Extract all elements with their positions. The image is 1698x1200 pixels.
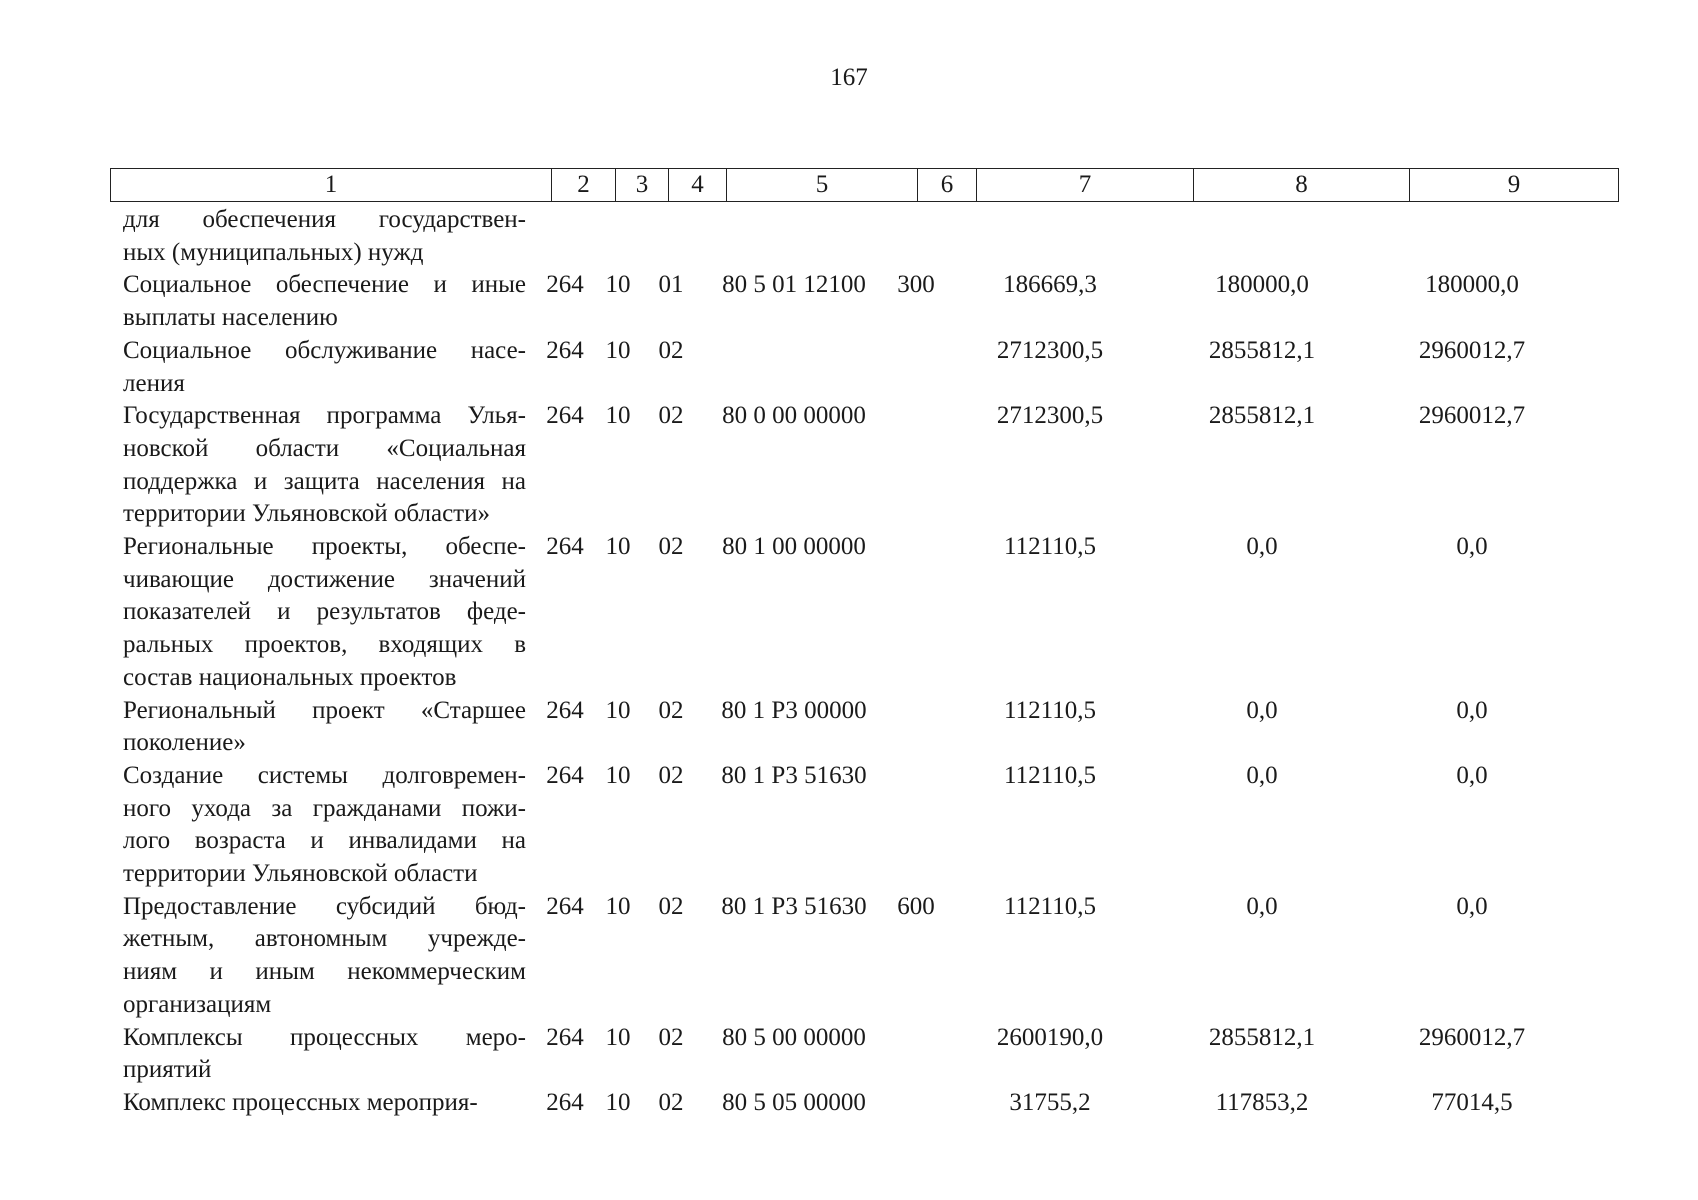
- row-name-line: ления: [123, 369, 185, 397]
- col-4-value: 02: [658, 402, 684, 430]
- col-9-value: 0,0: [1456, 696, 1488, 724]
- col-8-value: 2855812,1: [1208, 1023, 1316, 1051]
- col-3-value: 10: [605, 533, 631, 561]
- col-8-value: 0,0: [1246, 696, 1278, 724]
- col-2-value: 264: [546, 336, 584, 364]
- col-5-value: 80 1 Р3 51630: [721, 761, 867, 789]
- row-name-line: приятий: [123, 1056, 212, 1084]
- col-4-value: 02: [658, 1023, 684, 1051]
- col-9-value: 0,0: [1456, 533, 1488, 561]
- row-name-line: Социальное обеспечение и иные: [123, 271, 526, 299]
- table-row: [110, 400, 1590, 531]
- row-name: [110, 204, 530, 269]
- row-name-line: Предоставление субсидий бюд-: [123, 892, 526, 920]
- row-name-line: Комплексы процессных меро-: [123, 1023, 526, 1051]
- col-2-value: 264: [546, 1088, 584, 1116]
- col-7-value: 186669,3: [1003, 271, 1097, 299]
- row-name: [110, 1022, 530, 1087]
- row-name: [110, 400, 530, 531]
- row-name: [110, 531, 530, 695]
- col-4-value: 02: [658, 696, 684, 724]
- table-row: [110, 335, 1590, 400]
- col-5-value: 80 5 01 12100: [722, 271, 866, 299]
- col-7-value: 2712300,5: [996, 336, 1104, 364]
- col-5-value: 80 5 05 00000: [722, 1088, 866, 1116]
- row-name-line: жетным, автономным учрежде-: [123, 925, 526, 953]
- column-header-3: 3: [616, 169, 669, 202]
- col-2-value: 264: [546, 1023, 584, 1051]
- row-name-line: Региональные проекты, обеспе-: [123, 533, 526, 561]
- row-name-line: Региональный проект «Старшее: [123, 696, 526, 724]
- col-5-value: 80 1 Р3 00000: [721, 696, 867, 724]
- col-3-value: 10: [605, 336, 631, 364]
- row-name-line: поддержка и защита населения на: [123, 467, 526, 495]
- row-name-line: поколение»: [123, 729, 246, 757]
- row-name-line: новской области «Социальная: [123, 434, 526, 462]
- col-3-value: 10: [605, 1023, 631, 1051]
- budget-table-body: [110, 204, 1590, 1120]
- col-2-value: 264: [546, 892, 584, 920]
- col-8-value: 2855812,1: [1208, 336, 1316, 364]
- row-name-line: организациям: [123, 990, 272, 1018]
- col-5-value: 80 1 Р3 51630: [721, 892, 867, 920]
- col-8-value: 180000,0: [1215, 271, 1309, 299]
- col-9-value: 77014,5: [1431, 1088, 1513, 1116]
- row-name: [110, 760, 530, 891]
- col-8-value: 0,0: [1246, 533, 1278, 561]
- row-name-line: Государственная программа Улья-: [123, 402, 526, 430]
- table-row: [110, 695, 1590, 760]
- row-name: [110, 335, 530, 400]
- row-name-line: Комплекс процессных мероприя-: [123, 1088, 478, 1116]
- row-name: [110, 891, 530, 1022]
- col-9-value: 0,0: [1456, 761, 1488, 789]
- row-name: [110, 269, 530, 334]
- col-5-value: 80 0 00 00000: [722, 402, 866, 430]
- col-9-value: 180000,0: [1425, 271, 1519, 299]
- table-row: [110, 760, 1590, 891]
- column-header-1: 1: [111, 169, 552, 202]
- col-2-value: 264: [546, 761, 584, 789]
- col-2-value: 264: [546, 696, 584, 724]
- col-8-value: 0,0: [1246, 892, 1278, 920]
- row-name-line: территории Ульяновской области: [123, 860, 478, 888]
- row-name-line: состав национальных проектов: [123, 663, 457, 691]
- col-9-value: 2960012,7: [1418, 402, 1526, 430]
- col-9-value: 2960012,7: [1418, 1023, 1526, 1051]
- col-4-value: 02: [658, 336, 684, 364]
- row-name-line: ных (муниципальных) нужд: [123, 238, 424, 266]
- column-header-row: [110, 168, 1619, 202]
- column-header-8: 8: [1194, 169, 1410, 202]
- page-number: 167: [830, 64, 868, 91]
- col-2-value: 264: [546, 533, 584, 561]
- col-7-value: 2712300,5: [996, 402, 1104, 430]
- col-7-value: 112110,5: [1004, 892, 1096, 920]
- col-4-value: 02: [658, 761, 684, 789]
- col-5-value: 80 1 00 00000: [722, 533, 866, 561]
- col-4-value: 01: [658, 271, 684, 299]
- col-4-value: 02: [658, 1088, 684, 1116]
- row-name-line: лого возраста и инвалидами на: [123, 827, 526, 855]
- row-name-line: ральных проектов, входящих в: [123, 631, 526, 659]
- table-row: [110, 204, 1590, 269]
- col-3-value: 10: [605, 1088, 631, 1116]
- row-name: [110, 695, 530, 760]
- col-4-value: 02: [658, 533, 684, 561]
- col-7-value: 112110,5: [1004, 533, 1096, 561]
- col-7-value: 112110,5: [1004, 696, 1096, 724]
- row-name-line: территории Ульяновской области»: [123, 500, 490, 528]
- table-row: [110, 891, 1590, 1022]
- column-header-6: 6: [918, 169, 977, 202]
- col-8-value: 117853,2: [1215, 1088, 1309, 1116]
- row-name-line: Создание системы долговремен-: [123, 761, 526, 789]
- col-2-value: 264: [546, 402, 584, 430]
- col-7-value: 2600190,0: [996, 1023, 1104, 1051]
- col-6-value: 600: [897, 892, 935, 920]
- table-row: [110, 531, 1590, 695]
- row-name-line: ного ухода за гражданами пожи-: [123, 794, 526, 822]
- col-4-value: 02: [658, 892, 684, 920]
- col-5-value: 80 5 00 00000: [722, 1023, 866, 1051]
- col-8-value: 0,0: [1246, 761, 1278, 789]
- col-2-value: 264: [546, 271, 584, 299]
- row-name-line: ниям и иным некоммерческим: [123, 958, 526, 986]
- row-name: [110, 1087, 530, 1120]
- table-row: [110, 1087, 1590, 1120]
- column-header-7: 7: [977, 169, 1194, 202]
- col-6-value: 300: [897, 271, 935, 299]
- col-9-value: 2960012,7: [1418, 336, 1526, 364]
- col-3-value: 10: [605, 271, 631, 299]
- row-name-line: для обеспечения государствен-: [123, 206, 526, 233]
- table-row: [110, 1022, 1590, 1087]
- col-7-value: 31755,2: [1009, 1088, 1091, 1116]
- column-header-2: 2: [552, 169, 616, 202]
- row-name-line: выплаты населению: [123, 304, 338, 332]
- col-7-value: 112110,5: [1004, 761, 1096, 789]
- col-3-value: 10: [605, 892, 631, 920]
- col-3-value: 10: [605, 402, 631, 430]
- row-name-line: чивающие достижение значений: [123, 565, 526, 593]
- col-9-value: 0,0: [1456, 892, 1488, 920]
- column-header-4: 4: [669, 169, 727, 202]
- column-header-9: 9: [1410, 169, 1619, 202]
- col-3-value: 10: [605, 761, 631, 789]
- row-name-line: Социальное обслуживание насе-: [123, 336, 526, 364]
- col-3-value: 10: [605, 696, 631, 724]
- col-8-value: 2855812,1: [1208, 402, 1316, 430]
- row-name-line: показателей и результатов феде-: [123, 598, 526, 626]
- column-header-5: 5: [727, 169, 918, 202]
- table-row: [110, 269, 1590, 334]
